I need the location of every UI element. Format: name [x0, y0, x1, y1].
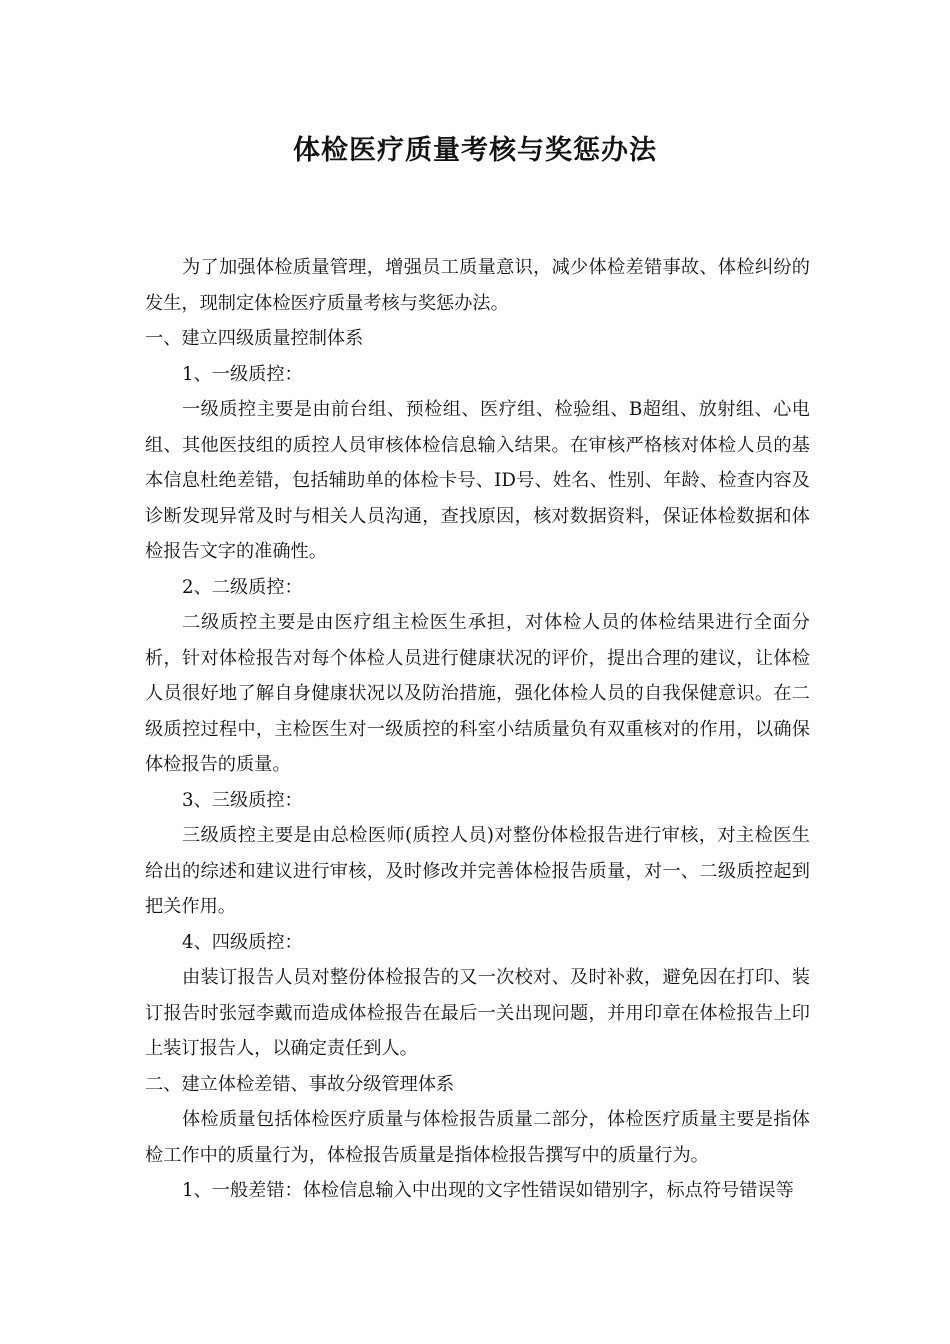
document-body [145, 250, 810, 1209]
subsection-heading-4: 4、四级质控： [182, 931, 303, 953]
paragraph-general-error: 1、一般差错：体检信息输入中出现的文字性错误如错别字，标点符号错误等 [182, 1180, 794, 1201]
paragraph-level4-qc: 由装订报告人员对整份体检报告的又一次校对、及时补救，避免因在打印、装订报告时张冠李戴而造成体检报告在最后一关出现问题，并用印章在体检报告上印上装订报告人，以确定责任到人。 [145, 967, 810, 1059]
paragraph-level1-qc: 一级质控主要是由前台组、预检组、医疗组、检验组、B超组、放射组、心电组、其他医技组的质控人员审核体检信息输入结果。在审核严格核对体检人员的基本信息杜绝差错，包括辅助单的体检卡号、ID号、姓名、性别、年龄、检查内容及诊断发现异常及时与相关人员沟通，查找原因，核对数据资料，保证体检数据和体检报告文字的准确性。 [145, 399, 810, 562]
section-heading-2: 二、建立体检差错、事故分级管理体系 [145, 1073, 455, 1095]
paragraph-quality-definition: 体检质量包括体检医疗质量与体检报告质量二部分，体检医疗质量主要是指体检工作中的质量行为，体检报告质量是指体检报告撰写中的质量行为。 [145, 1109, 810, 1166]
section-heading-1: 一、建立四级质量控制体系 [145, 328, 364, 349]
paragraph-level2-qc: 二级质控主要是由医疗组主检医生承担，对体检人员的体检结果进行全面分析，针对体检报告对每个体检人员进行健康状况的评价，提出合理的建议，让体检人员很好地了解自身健康状况以及防治措施，强化体检人员的自我保健意识。在二级质控过程中，主检医生对一级质控的科室小结质量负有双重核对的作用，以确保体检报告的质量。 [145, 612, 810, 775]
subsection-heading-3: 3、三级质控： [182, 789, 303, 811]
document-title: 体检医疗质量考核与奖惩办法 [293, 135, 657, 166]
subsection-heading-2: 2、二级质控： [182, 576, 303, 598]
intro-paragraph: 为了加强体检质量管理，增强员工质量意识，减少体检差错事故、体检纠纷的发生，现制定体检医疗质量考核与奖惩办法。 [145, 257, 810, 314]
subsection-heading-1: 1、一级质控： [182, 363, 303, 385]
paragraph-level3-qc: 三级质控主要是由总检医师(质控人员)对整份体检报告进行审核，对主检医生给出的综述和建议进行审核，及时修改并完善体检报告质量，对一、二级质控起到把关作用。 [145, 825, 810, 917]
